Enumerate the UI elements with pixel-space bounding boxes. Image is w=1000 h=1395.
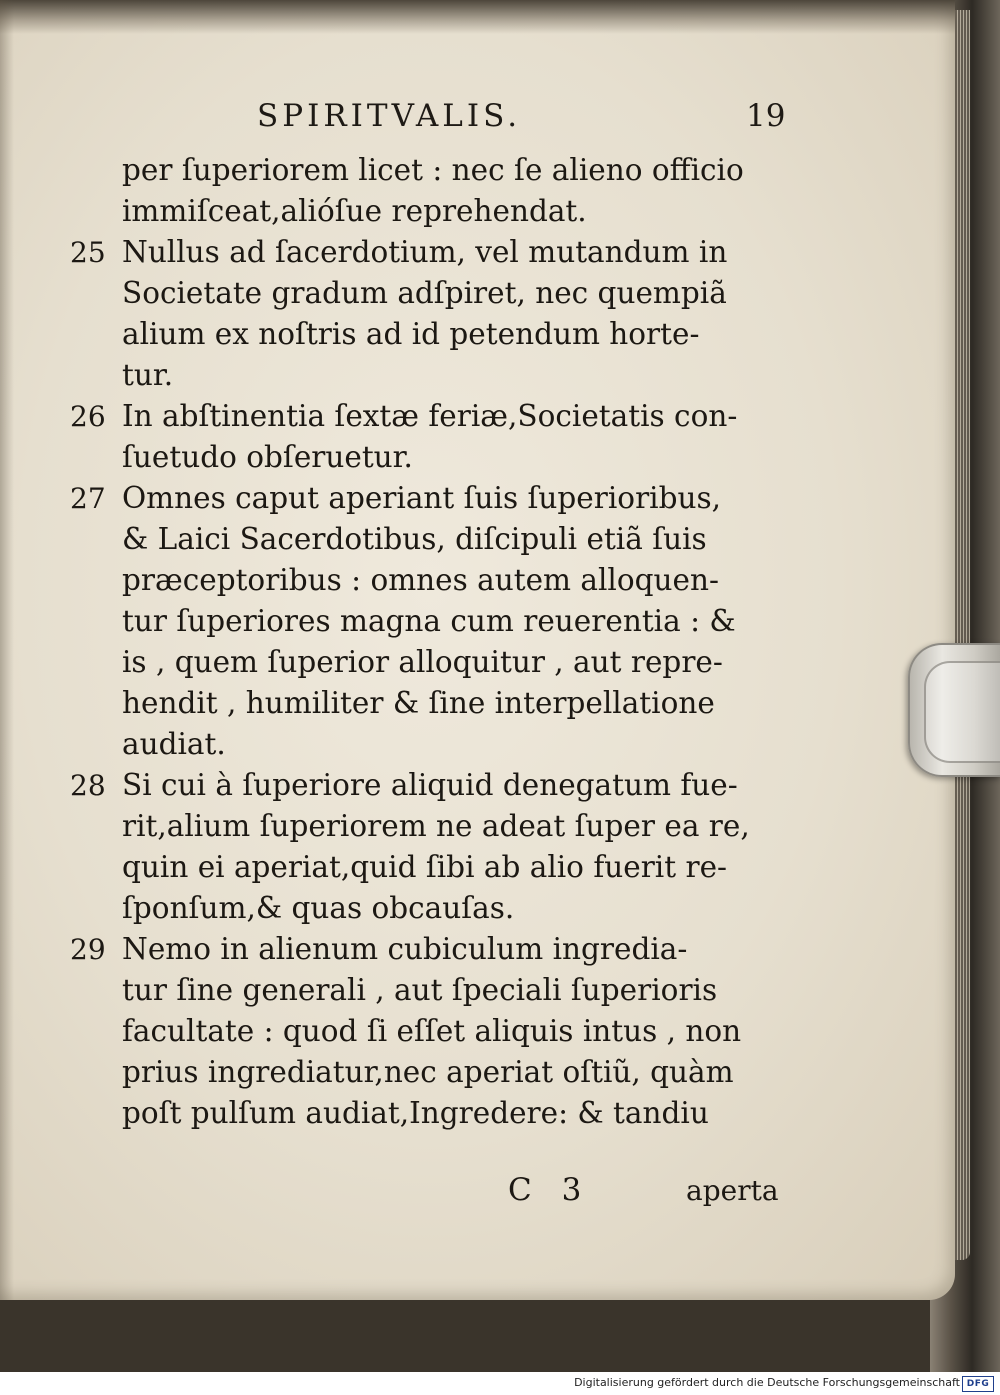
page-clip-inner [924,661,1000,763]
rule-number: 27 [70,482,106,515]
text-line: tur ſine generali , aut ſpeciali ſuperioris [122,973,718,1007]
text-line: Si cui à ſuperiore aliquid denegatum fue- [122,768,738,802]
text-line: quin ei aperiat,quid ſibi ab alio fuerit re- [122,850,727,884]
text-line: is , quem ſuperior alloquitur , aut repre- [122,645,723,679]
digitization-footer [0,1372,1000,1395]
signature-line [0,1172,955,1216]
rule-number: 25 [70,236,106,269]
page-number: 19 [746,98,786,134]
gutter-shadow [0,0,14,1300]
rule-paragraph [70,929,794,1134]
text-line: Nullus ad ſacerdotium, vel mutandum in [122,235,728,269]
body-text [70,150,794,1134]
text-line: per ſuperiorem licet : nec ſe alieno officio [122,153,744,187]
text-line: & Laici Sacerdotibus, diſcipuli etiã ſuis [122,522,707,556]
text-line: ſponſum,& quas obcauſas. [122,891,515,925]
text-line: rit,alium ſuperiorem ne adeat ſuper ea re, [122,809,750,843]
text-line: tur ſuperiores magna cum reuerentia : & [122,604,736,638]
text-line: poſt pulſum audiat,Ingredere: & tandiu [122,1096,709,1130]
text-line: Nemo in alienum cubiculum ingredia- [122,932,688,966]
text-line: audiat. [122,727,226,761]
text-line: prius ingrediatur,nec aperiat oſtiũ, quàm [122,1055,734,1089]
text-line: præceptoribus : omnes autem alloquen- [122,563,719,597]
text-line: tur. [122,358,174,392]
signature-mark: C 3 [508,1172,592,1208]
running-head: SPIRITVALIS. [257,98,522,134]
rule-number: 28 [70,769,106,802]
text-line: In abſtinentia ſextæ feriæ,Societatis con- [122,399,738,433]
page-header [0,92,955,142]
text-line: facultate : quod ſi eſſet aliquis intus , non [122,1014,742,1048]
dfg-logo: DFG [962,1376,994,1392]
text-line: Societate gradum adſpiret, nec quempiã [122,276,727,310]
rule-paragraph [70,478,794,765]
rule-paragraph [70,396,794,478]
text-line: Omnes caput aperiant ſuis ſuperioribus, [122,481,722,515]
top-shadow [0,0,955,34]
rule-number: 26 [70,400,106,433]
rule-number: 29 [70,933,106,966]
text-line: ſuetudo obſeruetur. [122,440,413,474]
funding-credit: Digitalisierung gefördert durch die Deutsche Forschungsgemeinschaft [574,1376,960,1389]
rule-paragraph [70,765,794,929]
page-clip [908,643,1000,777]
catchword: aperta [686,1174,779,1207]
text-line: immiſceat,alióſue reprehendat. [122,194,587,228]
text-line: alium ex noſtris ad id petendum horte- [122,317,700,351]
text-line: hendit , humiliter & ſine interpellatione [122,686,715,720]
rule-paragraph [70,232,794,396]
rule-paragraph [122,150,794,232]
